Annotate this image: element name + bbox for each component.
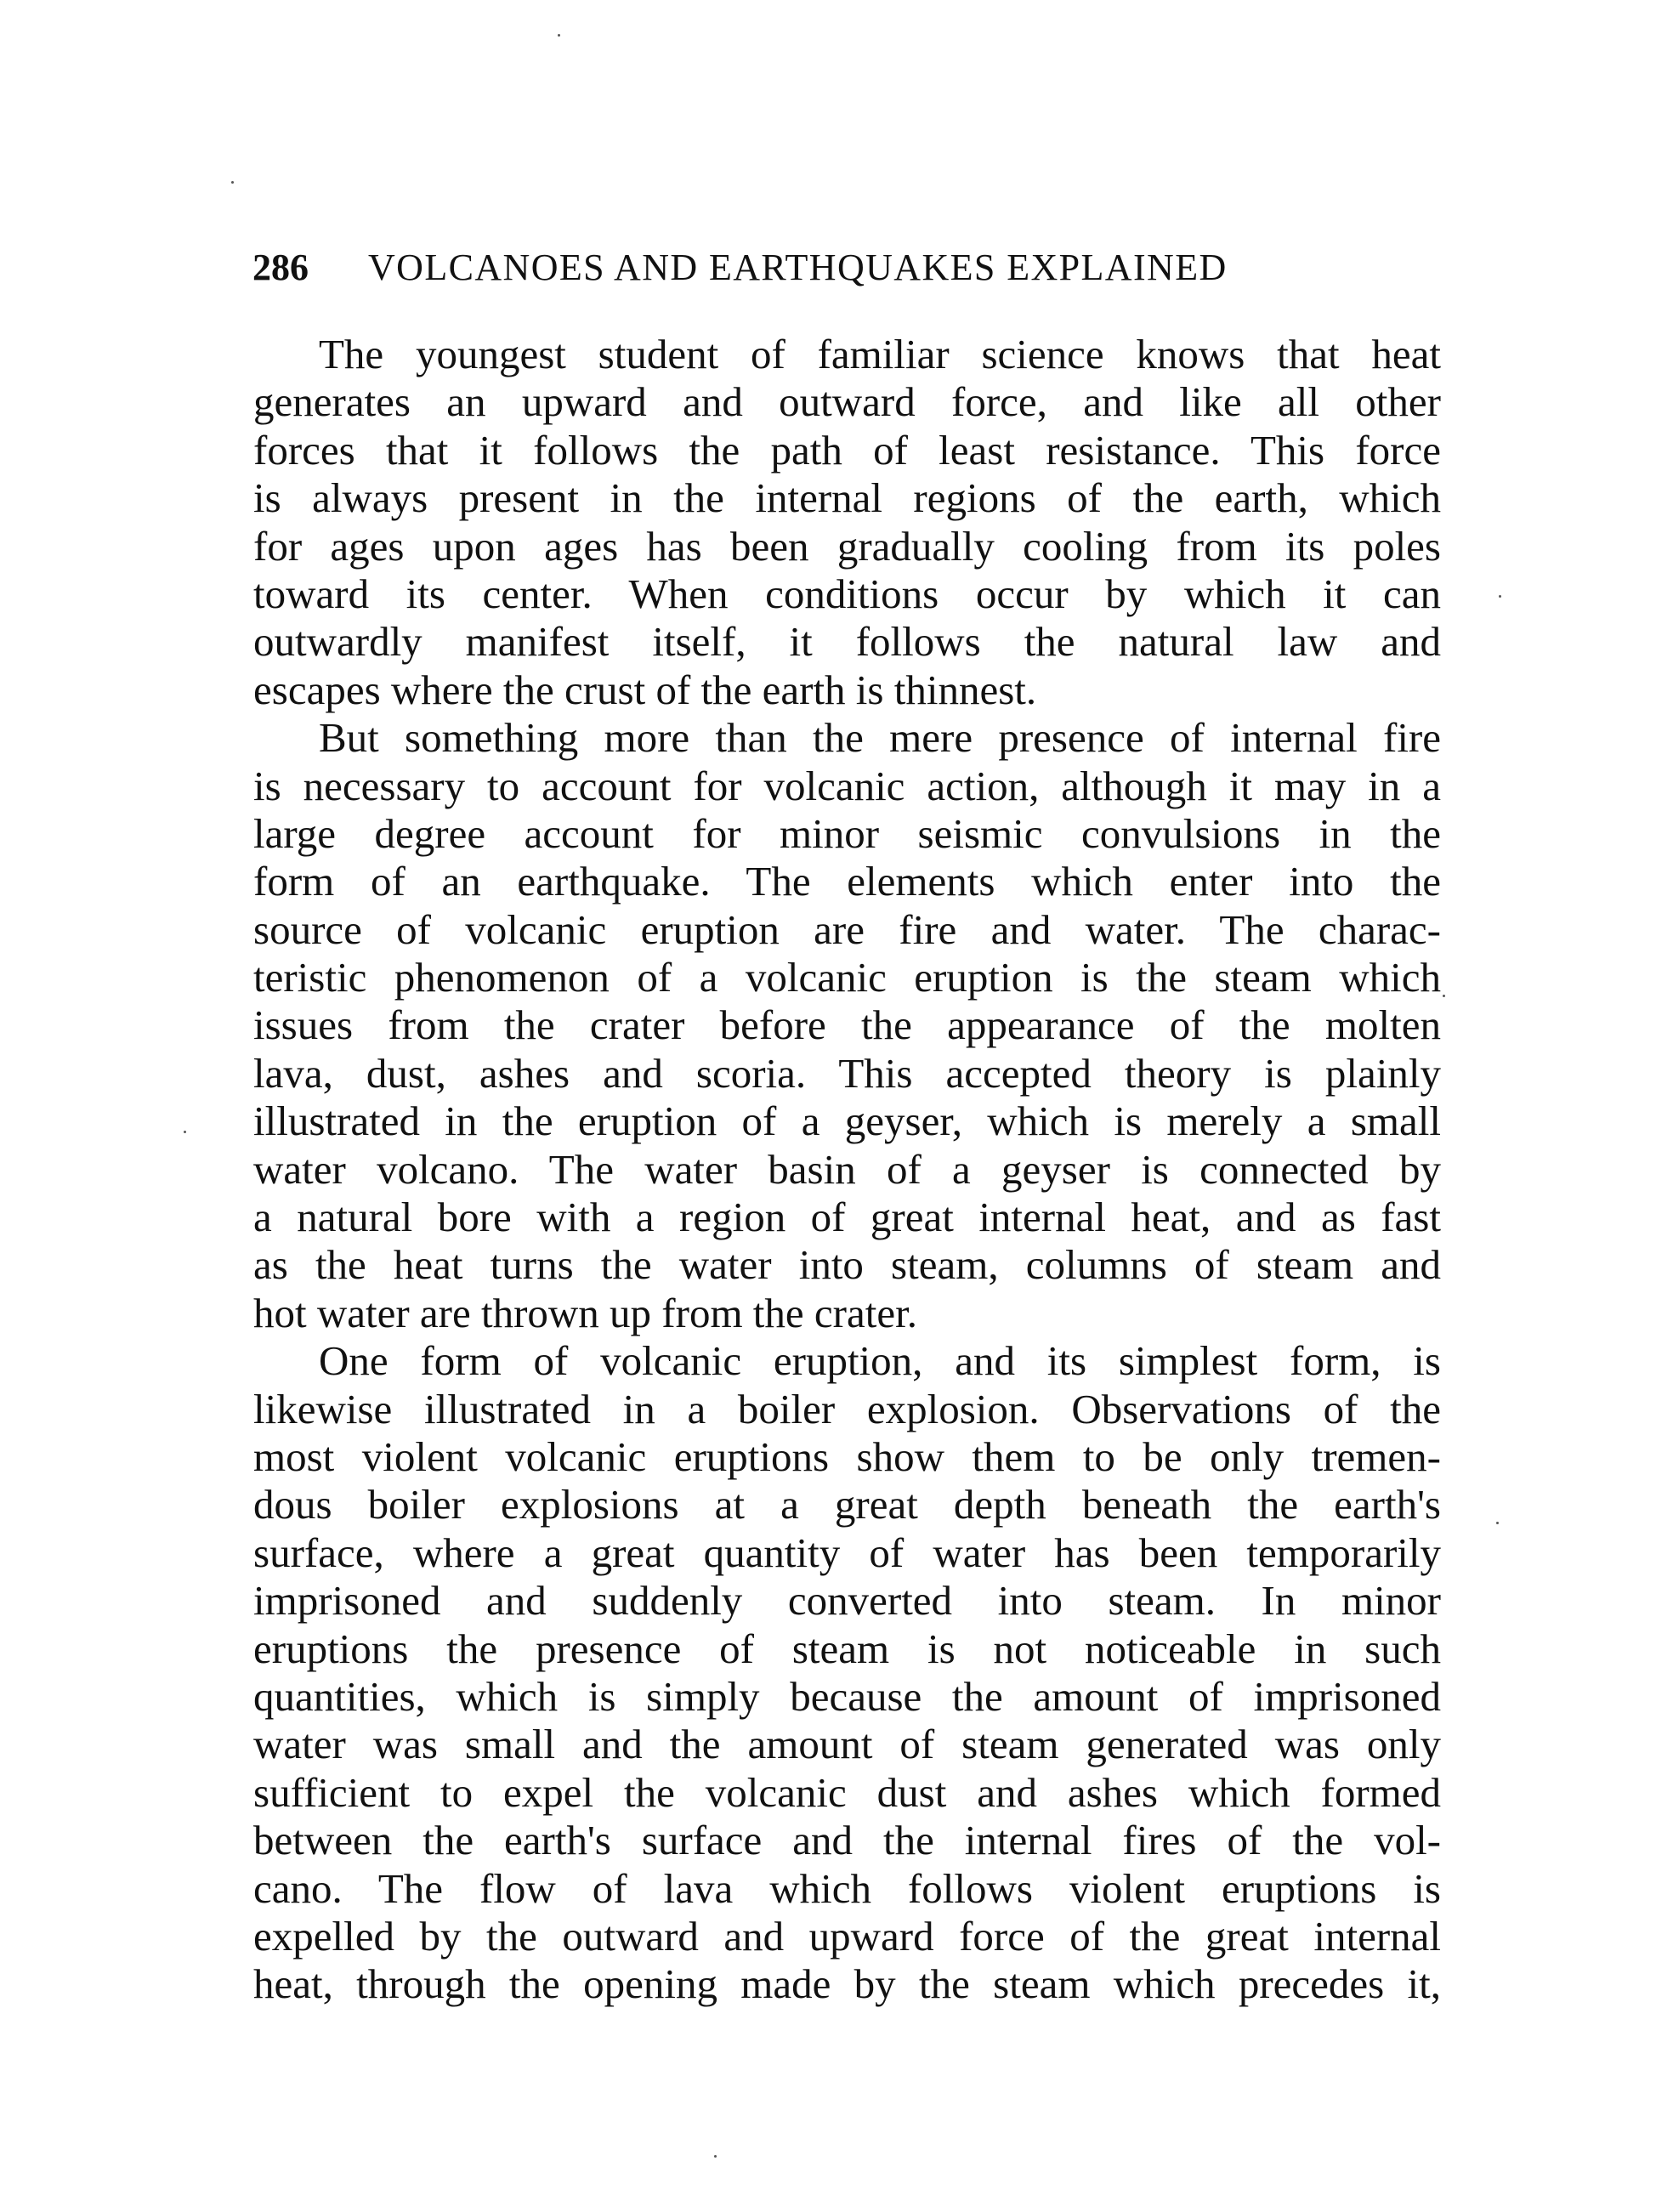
page-number: 286 xyxy=(252,247,309,288)
running-head xyxy=(252,248,1358,287)
paragraph-2 xyxy=(253,714,1441,1337)
text-line: But something more than the mere presence of internal fire xyxy=(319,714,1441,762)
text-line: dous boiler explosions at a great depth beneath the earth's xyxy=(253,1481,1441,1529)
text-line: toward its center. When conditions occur by which it can xyxy=(253,570,1441,617)
text-line: large degree account for minor seismic convulsions in the xyxy=(253,809,1441,857)
scan-speck xyxy=(1496,1522,1499,1524)
text-line: hot water are thrown up from the crater. xyxy=(253,1289,917,1336)
text-line: most violent volcanic eruptions show them to be only tremen- xyxy=(253,1432,1441,1480)
text-line: likewise illustrated in a boiler explosion. Observations of the xyxy=(253,1385,1441,1432)
text-line: surface, where a great quantity of water has been temporarily xyxy=(253,1529,1441,1576)
text-line: for ages upon ages has been gradually cooling from its poles xyxy=(253,522,1441,570)
text-line: One form of volcanic eruption, and its simplest form, is xyxy=(319,1337,1441,1385)
paragraph-1 xyxy=(253,331,1441,714)
text-line: expelled by the outward and upward force of the great internal xyxy=(253,1912,1441,1960)
text-line: sufficient to expel the volcanic dust and ashes which formed xyxy=(253,1768,1441,1816)
text-line: lava, dust, ashes and scoria. This accepted theory is plainly xyxy=(253,1049,1441,1097)
scan-speck xyxy=(231,181,234,184)
text-line: generates an upward and outward force, and like all other xyxy=(253,378,1441,426)
paragraph-3 xyxy=(253,1337,1441,2008)
text-line: a natural bore with a region of great internal heat, and as fast xyxy=(253,1194,1441,1241)
text-line: water was small and the amount of steam generated was only xyxy=(253,1721,1441,1768)
text-line: issues from the crater before the appearance of the molten xyxy=(253,1001,1441,1049)
text-line: is always present in the internal regions of the earth, which xyxy=(253,474,1441,522)
text-line: teristic phenomenon of a volcanic eruption is the steam which xyxy=(253,954,1441,1001)
running-head-title: VOLCANOES AND EARTHQUAKES EXPLAINED xyxy=(368,247,1228,288)
text-line: forces that it follows the path of least resistance. This force xyxy=(253,426,1441,474)
scan-speck xyxy=(714,2155,717,2158)
text-line: cano. The flow of lava which follows violent eruptions is xyxy=(253,1864,1441,1912)
scan-speck xyxy=(558,34,560,37)
text-line: quantities, which is simply because the amount of imprisoned xyxy=(253,1672,1441,1720)
text-line: is necessary to account for volcanic action, although it may in a xyxy=(253,762,1441,809)
text-line: between the earth's surface and the internal fires of the vol- xyxy=(253,1817,1441,1864)
text-line: form of an earthquake. The elements which enter into the xyxy=(253,858,1441,905)
scan-speck xyxy=(1443,995,1445,997)
text-line: imprisoned and suddenly converted into steam. In minor xyxy=(253,1577,1441,1625)
text-line: water volcano. The water basin of a geyser is connected by xyxy=(253,1145,1441,1193)
text-line: outwardly manifest itself, it follows the natural law and xyxy=(253,618,1441,666)
scan-speck xyxy=(184,1131,186,1133)
scan-speck xyxy=(1499,595,1501,598)
text-line: heat, through the opening made by the steam which precedes it, xyxy=(253,1960,1441,2008)
body-text xyxy=(253,331,1441,2009)
text-line: escapes where the crust of the earth is thinnest. xyxy=(253,666,1037,713)
text-line: The youngest student of familiar science knows that heat xyxy=(319,331,1441,377)
text-line: as the heat turns the water into steam, columns of steam and xyxy=(253,1241,1441,1289)
text-line: illustrated in the eruption of a geyser, which is merely a small xyxy=(253,1097,1441,1145)
text-line: eruptions the presence of steam is not noticeable in such xyxy=(253,1625,1441,1672)
text-line: source of volcanic eruption are fire and water. The charac- xyxy=(253,905,1441,953)
